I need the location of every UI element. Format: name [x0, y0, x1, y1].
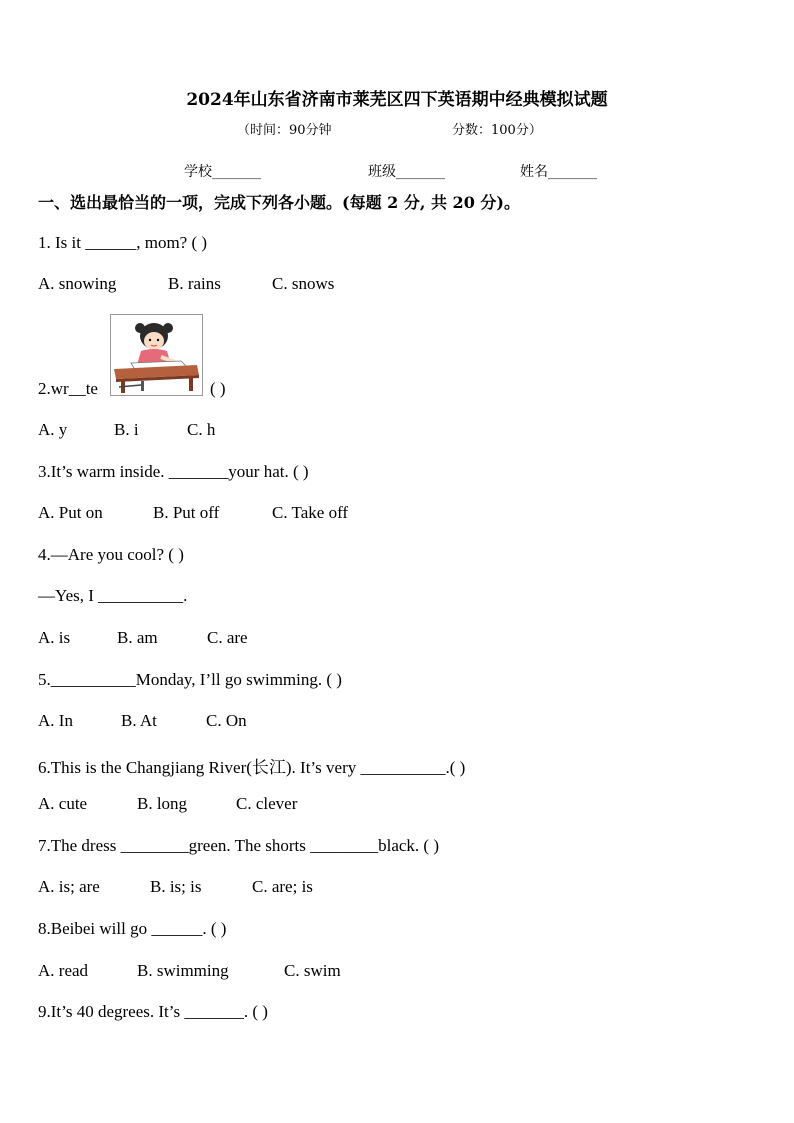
question-1-option-a: A. snowing: [38, 274, 117, 293]
section-heading: 一、选出最恰当的一项，完成下列各小题。(每题 2 分, 共 20 分)。: [38, 193, 520, 212]
question-6-option-c: C. clever: [236, 794, 298, 813]
question-6-stem: 6.This is the Changjiang River(长江). It’s very __________.( ): [38, 758, 466, 777]
question-4-option-a: A. is: [38, 628, 71, 647]
question-8-option-b: B. swimming: [137, 961, 229, 980]
question-5-option-c: C. On: [206, 711, 247, 730]
question-8-stem: 8.Beibei will go ______. ( ): [38, 919, 227, 938]
name-field: 姓名_______: [520, 164, 597, 180]
question-7-stem: 7.The dress ________green. The shorts ________black. ( ): [38, 836, 439, 855]
question-9-stem: 9.It’s 40 degrees. It’s _______. ( ): [38, 1002, 268, 1021]
class-field: 班级_______: [368, 164, 445, 180]
question-7-option-b: B. is; is: [150, 877, 202, 896]
question-2-paren: ( ): [210, 379, 226, 398]
question-7-option-c: C. are; is: [252, 877, 313, 896]
question-2-option-c: C. h: [187, 420, 216, 439]
question-2-option-a: A. y: [38, 420, 68, 439]
exam-time: （时间：90分钟: [237, 123, 332, 138]
question-1-option-c: C. snows: [272, 274, 335, 293]
question-6-option-a: A. cute: [38, 794, 88, 813]
question-2-option-b: B. i: [114, 420, 139, 439]
question-5-option-b: B. At: [121, 711, 157, 730]
question-3-option-c: C. Take off: [272, 503, 349, 522]
question-4-option-b: B. am: [117, 628, 158, 647]
question-8-option-c: C. swim: [284, 961, 341, 980]
question-7-option-a: A. is; are: [38, 877, 100, 896]
question-3-stem: 3.It’s warm inside. _______your hat. ( ): [38, 462, 309, 481]
question-3-option-b: B. Put off: [153, 503, 220, 522]
exam-score: 分数：100分）: [452, 123, 542, 138]
question-1-stem: 1. Is it ______, mom? ( ): [38, 233, 208, 252]
question-6-option-b: B. long: [137, 794, 188, 813]
question-4-stem: 4.—Are you cool? ( ): [38, 545, 184, 564]
question-3-option-a: A. Put on: [38, 503, 103, 522]
school-field: 学校_______: [184, 164, 261, 180]
question-5-stem: 5.__________Monday, I’ll go swimming. ( ): [38, 670, 342, 689]
question-8-option-a: A. read: [38, 961, 89, 980]
question-4-answer-line: —Yes, I __________.: [38, 586, 188, 605]
girl-writing-at-desk-icon: [110, 314, 203, 396]
page-title: 2024年山东省济南市莱芜区四下英语期中经典模拟试题: [186, 90, 608, 110]
question-4-option-c: C. are: [207, 628, 248, 647]
question-5-option-a: A. In: [38, 711, 73, 730]
question-2-stem: 2.wr__te: [38, 379, 98, 398]
question-1-option-b: B. rains: [168, 274, 221, 293]
